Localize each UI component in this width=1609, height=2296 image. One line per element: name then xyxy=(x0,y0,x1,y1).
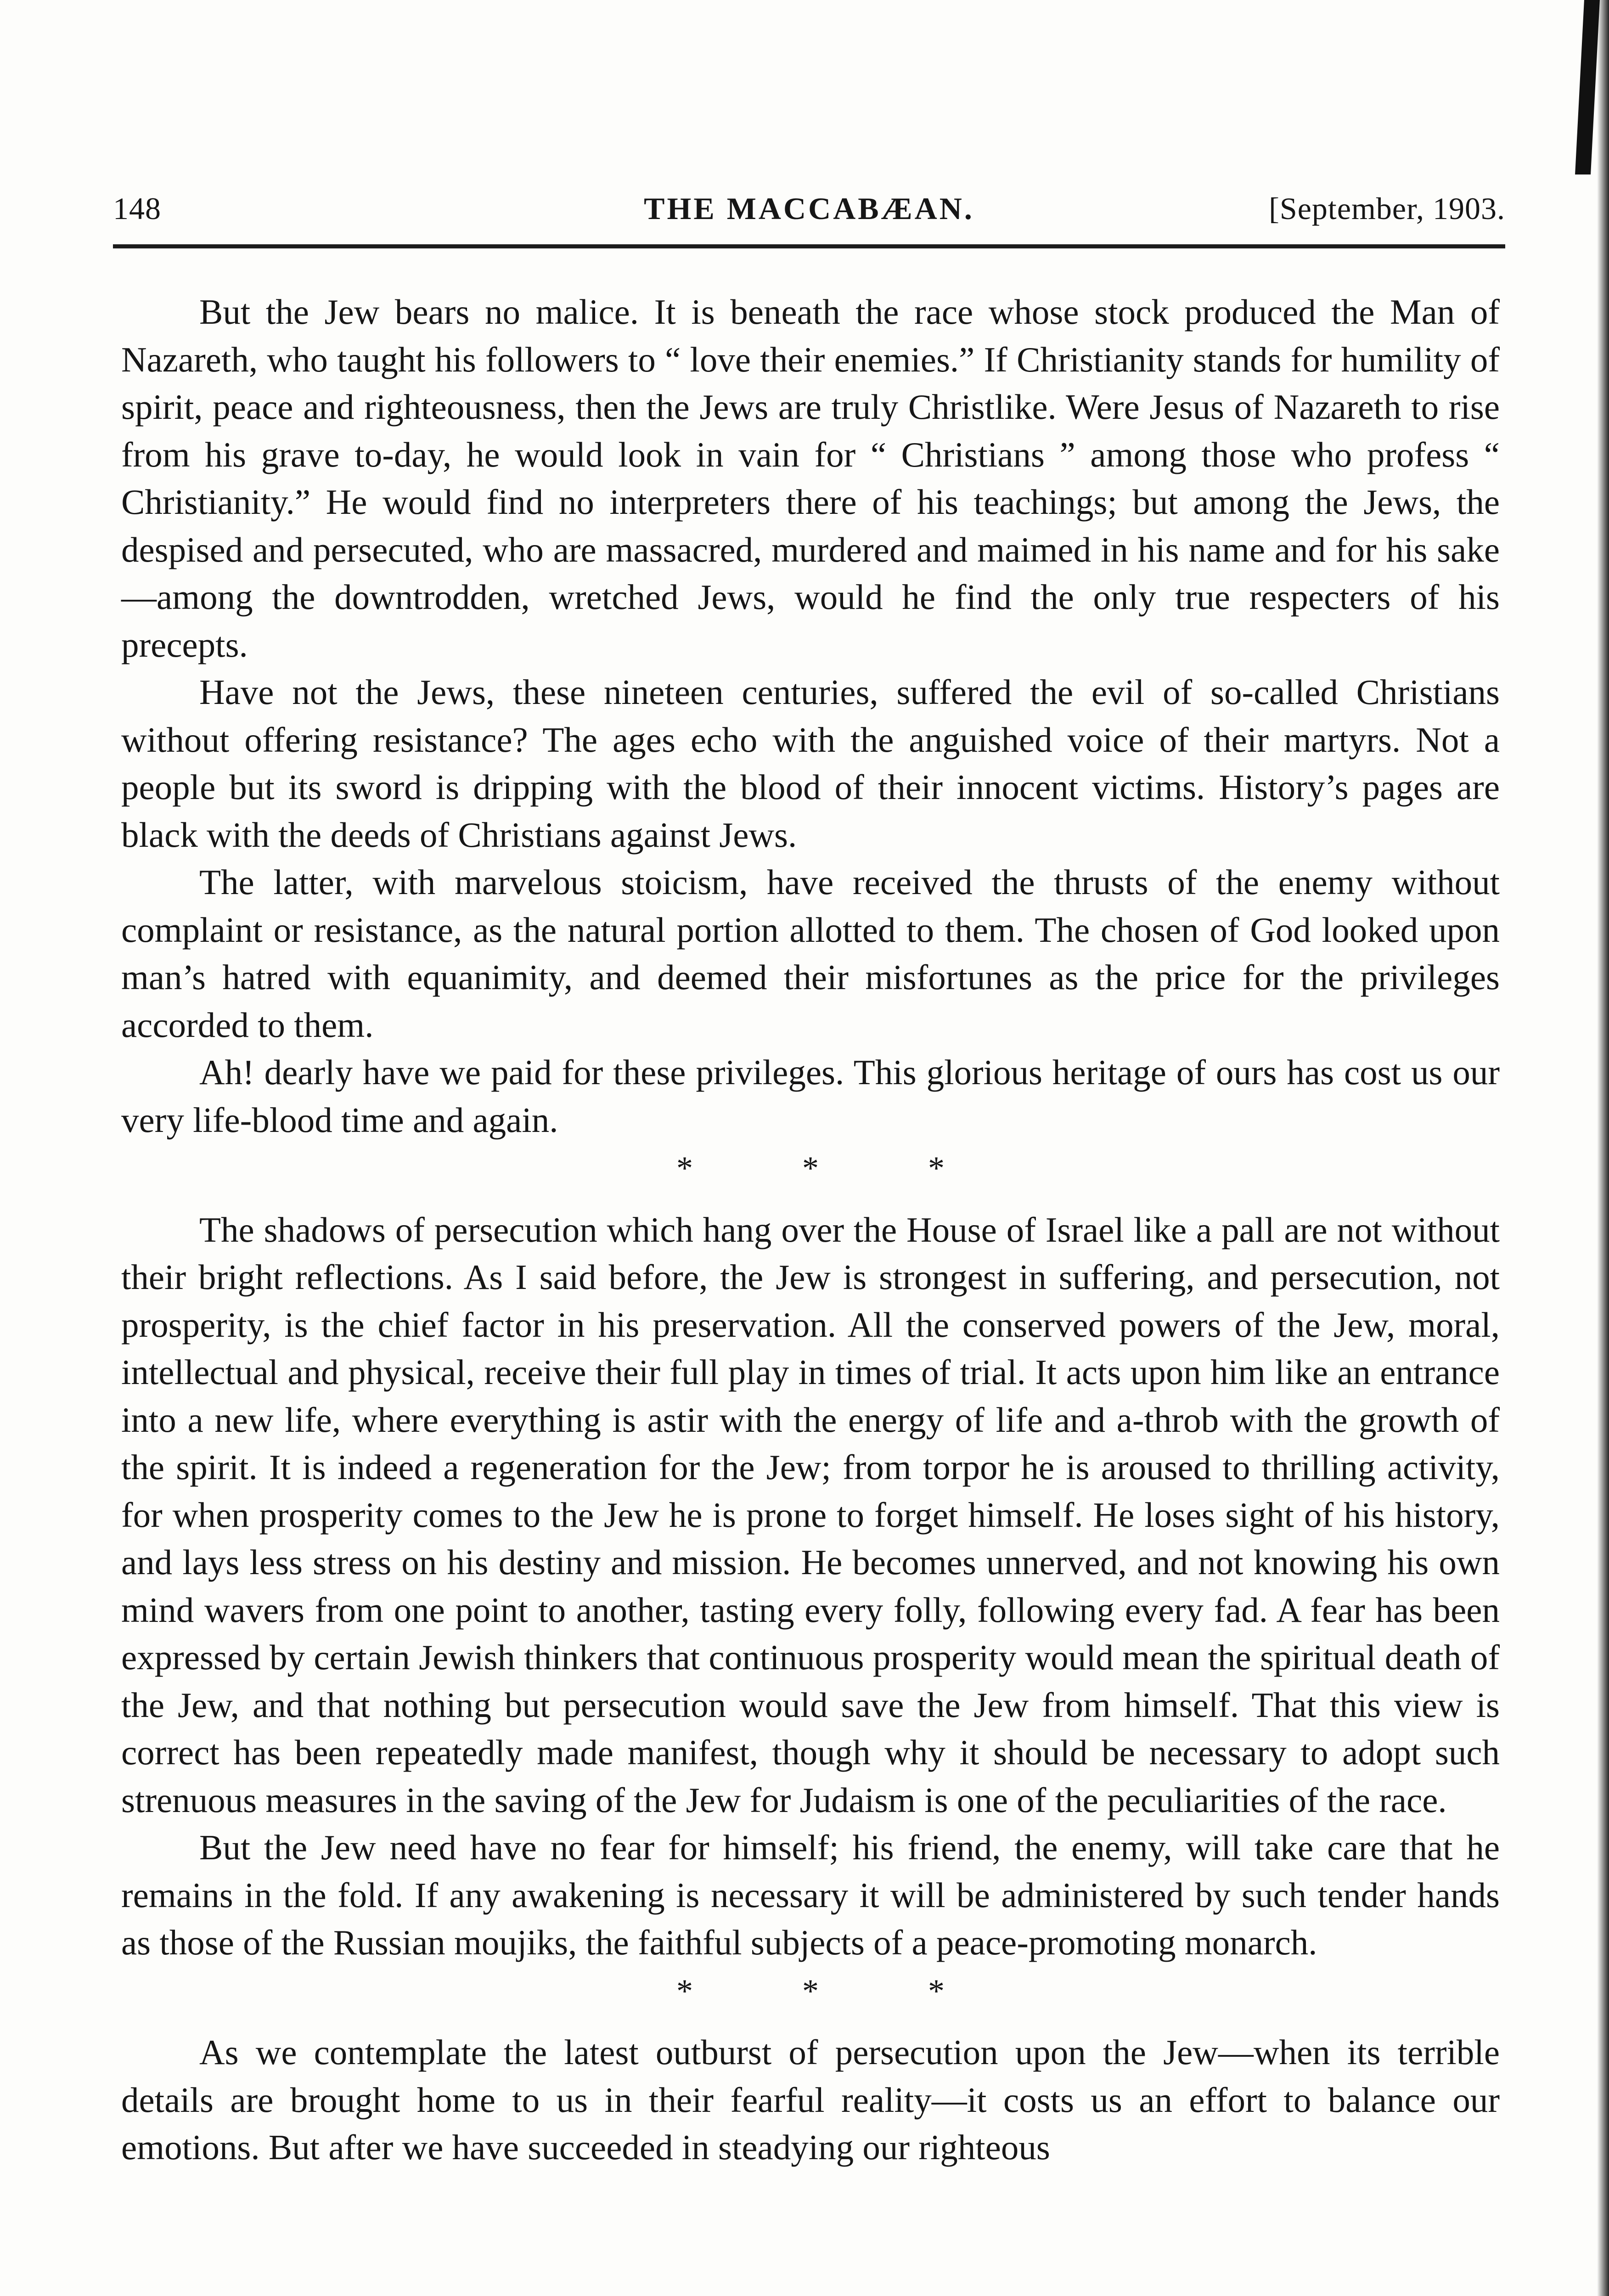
paragraph: As we contemplate the latest outburst of persecution upon the Jew—when its terrible details are brought home to us in their fearful reality—it costs us an effort to balance our emotions. But after we have succeeded in steadying our righteous xyxy=(121,2032,1500,2167)
paragraph: Ah! dearly have we paid for these privileges. This glorious heritage of ours has cost us our very life-blood time and again. xyxy=(121,1052,1500,1140)
paragraph: The latter, with marvelous stoicism, have received the thrusts of the enemy without complaint or resistance, as the natural portion allotted to them. The chosen of God looked upon man’s hatred with equanimity, and deemed their misfortunes as the price for the privileges accorded to them. xyxy=(121,862,1500,1045)
section-separator: * * * xyxy=(676,1972,995,2009)
paragraph: But the Jew need have no fear for himself; his friend, the enemy, will take care that he remains in the fold. If any awakening is necessary it will be administered by such tender hands as those of the Russian moujiks, the faithful subjects of a peace-promoting monarch. xyxy=(121,1828,1500,1962)
scan-shadow-edge xyxy=(1597,0,1609,2296)
running-header xyxy=(113,181,1505,232)
paragraph: The shadows of persecution which hang over the House of Israel like a pall are not without their bright reflections. As I said before, the Jew is strongest in suffering, and persecution, not prosperity, is the chief factor in his preservation. All the conserved powers of the Jew, moral, intellectual and physical, receive their full play in times of trial. It acts upon him like an entrance into a new life, where everything is astir with the energy of life and a-throb with the growth of the spirit. It is indeed a regeneration for the Jew; from torpor he is aroused to thrilling activity, for when prosperity comes to the Jew he is prone to forget himself. He loses sight of his history, and lays less stress on his destiny and mission. He becomes unnerved, and not knowing his own mind wavers from one point to another, tasting every folly, following every fad. A fear has been expressed by certain Jewish thinkers that continuous prosperity would mean the spiritual death of the Jew, and that nothing but persecution would save the Jew from himself. That this view is correct has been repeatedly made manifest, though why it should be necessary to adopt such strenuous measures in the saving of the Jew for Judaism is one of the peculiarities of the race. xyxy=(121,1210,1500,1820)
page-number: 148 xyxy=(113,191,161,226)
section-separator: * * * xyxy=(676,1150,995,1187)
header-rule xyxy=(113,244,1505,248)
issue-date: [September, 1903. xyxy=(1269,191,1505,226)
paragraph: But the Jew bears no malice. It is beneath the race whose stock produced the Man of Nazareth, who taught his followers to “ love their enemies.” If Christianity stands for humility of spirit, peace and righteousness, then the Jews are truly Christlike. Were Jesus of Nazareth to rise from his grave to-day, he would look in vain for “ Christians ” among those who profess “ Christianity.” He would find no interpreters there of his teachings; but among the Jews, the despised and persecuted, who are massacred, murdered and maimed in his name and for his sake—among the downtrodden, wretched Jews, would he find the only true respecters of his precepts. xyxy=(121,292,1500,664)
scan-shadow-top xyxy=(1575,0,1600,174)
paragraph: Have not the Jews, these nineteen centuries, suffered the evil of so-called Christians without offering resistance? The ages echo with the anguished voice of their martyrs. Not a people but its sword is dripping with the blood of their innocent victims. History’s pages are black with the deeds of Christians against Jews. xyxy=(121,672,1500,855)
article-body xyxy=(121,288,1500,2172)
journal-title: THE MACCABÆAN. xyxy=(644,191,974,226)
